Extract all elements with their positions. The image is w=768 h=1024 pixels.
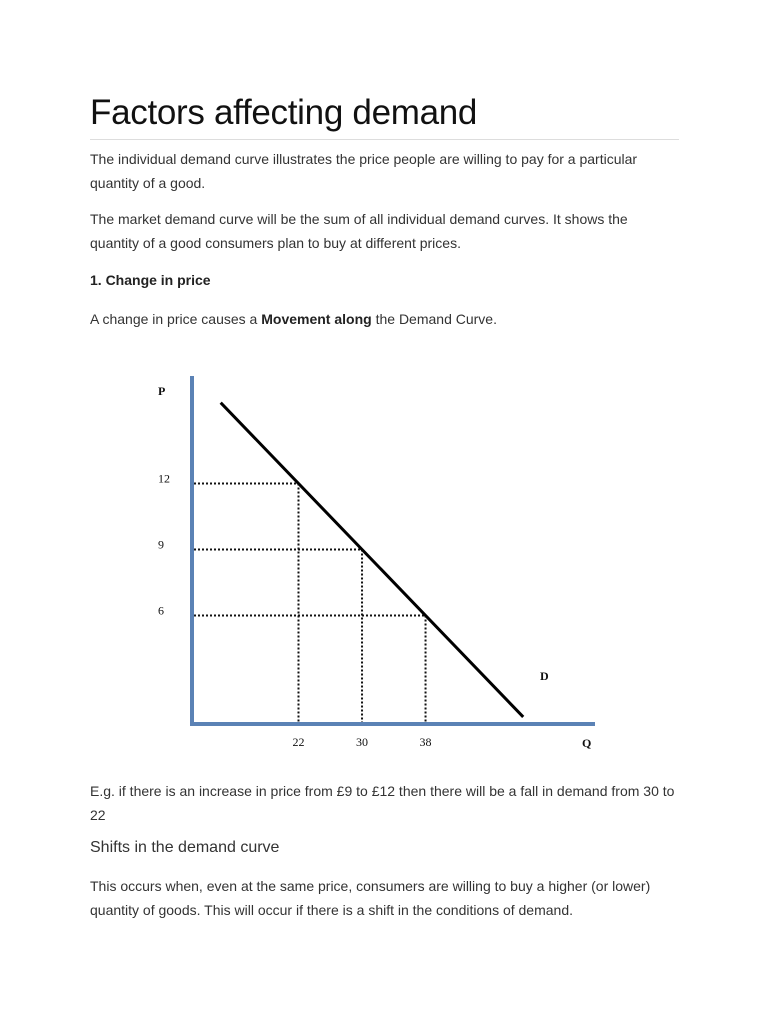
movement-along-bold: Movement along — [261, 311, 372, 327]
y-tick-label: 9 — [158, 537, 164, 552]
chart-labels — [158, 384, 591, 750]
x-tick-label: 30 — [356, 735, 369, 749]
title-divider — [90, 139, 679, 140]
x-axis-label: Q — [582, 736, 592, 750]
movement-paragraph — [90, 307, 680, 331]
example-paragraph: E.g. if there is an increase in price from £9 to £12 then there will be a fall in demand from 30 to 22 — [90, 783, 675, 823]
y-tick-label: 6 — [158, 603, 164, 618]
movement-text-after: the Demand Curve. — [371, 311, 497, 327]
chart-curve — [221, 403, 524, 717]
section-heading-change-in-price: 1. Change in price — [90, 272, 211, 288]
intro-paragraph-individual: The individual demand curve illustrates the price people are willing to pay for a particular quantity of a good. — [90, 151, 638, 191]
chart-guide-lines — [194, 484, 426, 723]
movement-text-before: A change in price causes a — [90, 311, 262, 327]
x-tick-label: 38 — [419, 735, 432, 749]
demand-curve-chart — [140, 368, 620, 758]
page-title: Factors affecting demand — [90, 93, 478, 132]
y-axis-label: P — [158, 384, 166, 398]
shifts-paragraph: This occurs when, even at the same price, consumers are willing to buy a higher (or lower) quantity of goods. This will occur if there is a shift in the conditions of demand. — [90, 878, 651, 918]
curve-label: D — [540, 669, 549, 683]
x-tick-label: 22 — [292, 735, 305, 749]
y-tick-label: 12 — [158, 471, 170, 486]
demand-curve-line — [221, 403, 524, 717]
shifts-heading: Shifts in the demand curve — [90, 839, 280, 856]
intro-paragraph-market: The market demand curve will be the sum of all individual demand curves. It shows the quantity of a good consumers plan to buy at different prices. — [90, 211, 628, 251]
